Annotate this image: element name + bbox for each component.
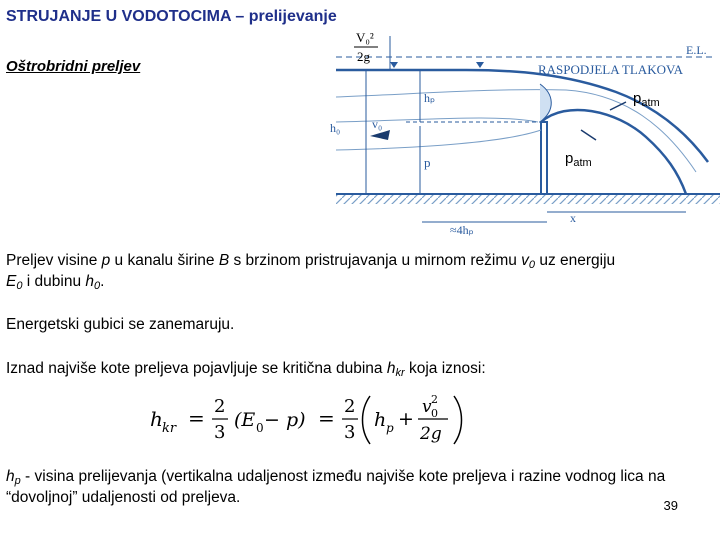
p1-text-3: s brzinom pristrujavanja u mirnom režimu <box>229 252 522 269</box>
p1-var-B: B <box>218 252 230 269</box>
p3-var-h: h <box>386 360 396 377</box>
p1-text-5: i dubinu <box>22 273 86 290</box>
formula-eq2: = <box>318 406 335 430</box>
4hp-label: ≈4hₚ <box>450 223 474 236</box>
p4-sub-p: p <box>14 475 21 487</box>
patm-upper-base: p <box>633 90 642 107</box>
formula-vden: 2g <box>420 424 442 444</box>
surface-marker-2 <box>476 62 484 68</box>
formula-frac2-num: 2 <box>344 396 356 417</box>
formula-term2-sub: p <box>386 421 394 435</box>
formula-left-paren <box>363 396 371 444</box>
formula-eq1: = <box>188 406 205 430</box>
formula-term1: (E <box>234 409 256 431</box>
patm-label-lower <box>565 150 592 169</box>
p1-var-v: v <box>521 252 529 269</box>
p3-text-1: Iznad najviše kote preljeva pojavljuje se kritična dubina <box>6 360 387 377</box>
hp-label: hₚ <box>424 91 436 105</box>
patm-label-upper <box>633 90 660 109</box>
h0-label: h₀ <box>330 121 341 135</box>
formula-plus: + <box>398 408 414 430</box>
energy-line-label: E.L. <box>686 43 707 57</box>
p1-sub-h: 0 <box>94 280 101 292</box>
formula-vnum: v <box>422 397 432 417</box>
formula-frac1-den: 3 <box>214 422 226 443</box>
formula-frac1-num: 2 <box>214 396 226 417</box>
p1-text-1: Preljev visine <box>6 252 102 269</box>
pressure-distribution-label: RASPODJELA TLAKOVA <box>538 62 684 77</box>
streamline-3 <box>336 130 541 150</box>
v0-arrow <box>370 130 390 140</box>
page-number: 39 <box>663 498 678 513</box>
x-label: x <box>570 211 576 225</box>
p1-sub-v: 0 <box>528 259 536 271</box>
weir-diagram <box>326 22 720 236</box>
formula-vnum-sup: 2 <box>431 393 438 406</box>
critical-depth-formula <box>150 390 470 450</box>
p1-sub-E: 0 <box>16 280 23 292</box>
surface-marker-1 <box>390 62 398 68</box>
formula-frac2-den: 3 <box>344 422 356 443</box>
formula-right-paren <box>454 396 462 444</box>
p4-var-h: h <box>6 468 15 485</box>
v0-label: v₀ <box>372 117 383 131</box>
velocity-head-numerator: V₀² <box>356 30 374 45</box>
section-subtitle: Oštrobridni preljev <box>6 58 141 75</box>
formula-lhs-h: h <box>150 407 163 431</box>
formula-term1-rest: − p) <box>264 409 306 431</box>
p1-text-2: u kanalu širine <box>110 252 219 269</box>
formula-lhs-sub: kr <box>162 421 177 436</box>
p1-text-4: uz energiju <box>535 252 616 269</box>
patm-lower-base: p <box>565 150 574 167</box>
velocity-head-denominator: 2g <box>357 49 370 64</box>
formula-term1-sub: 0 <box>256 421 264 435</box>
weir-plate <box>541 122 547 194</box>
p1-var-h: h <box>85 273 95 290</box>
p4-text: - visina prelijevanja (vertikalna udaljenost između najviše kote preljeva i razine vodnog lica na “dovoljnoj” udaljenosti od preljeva. <box>6 468 666 506</box>
formula-term2-h: h <box>374 409 387 431</box>
p1-var-p: p <box>101 252 111 269</box>
patm-upper-pointer <box>610 102 626 110</box>
patm-upper-sub: atm <box>641 97 660 109</box>
page-title: STRUJANJE U VODOTOCIMA – prelijevanje <box>6 8 337 25</box>
p1-var-E: E <box>6 273 17 290</box>
patm-lower-pointer <box>581 130 596 140</box>
formula-vnum-sub: 0 <box>431 407 438 420</box>
paragraph-weir-description <box>6 250 716 292</box>
p3-text-2: koja iznosi: <box>404 360 486 377</box>
paragraph-hp-definition <box>6 466 716 508</box>
patm-lower-sub: atm <box>573 157 592 169</box>
lower-nappe <box>541 110 686 194</box>
p3-sub-kr: kr <box>395 367 405 379</box>
paragraph-critical-depth <box>6 358 716 379</box>
paragraph-energy-losses: Energetski gubici se zanemaruju. <box>6 316 235 333</box>
p-label: p <box>424 155 431 170</box>
p1-text-6: . <box>100 273 105 290</box>
channel-bed <box>336 194 720 204</box>
